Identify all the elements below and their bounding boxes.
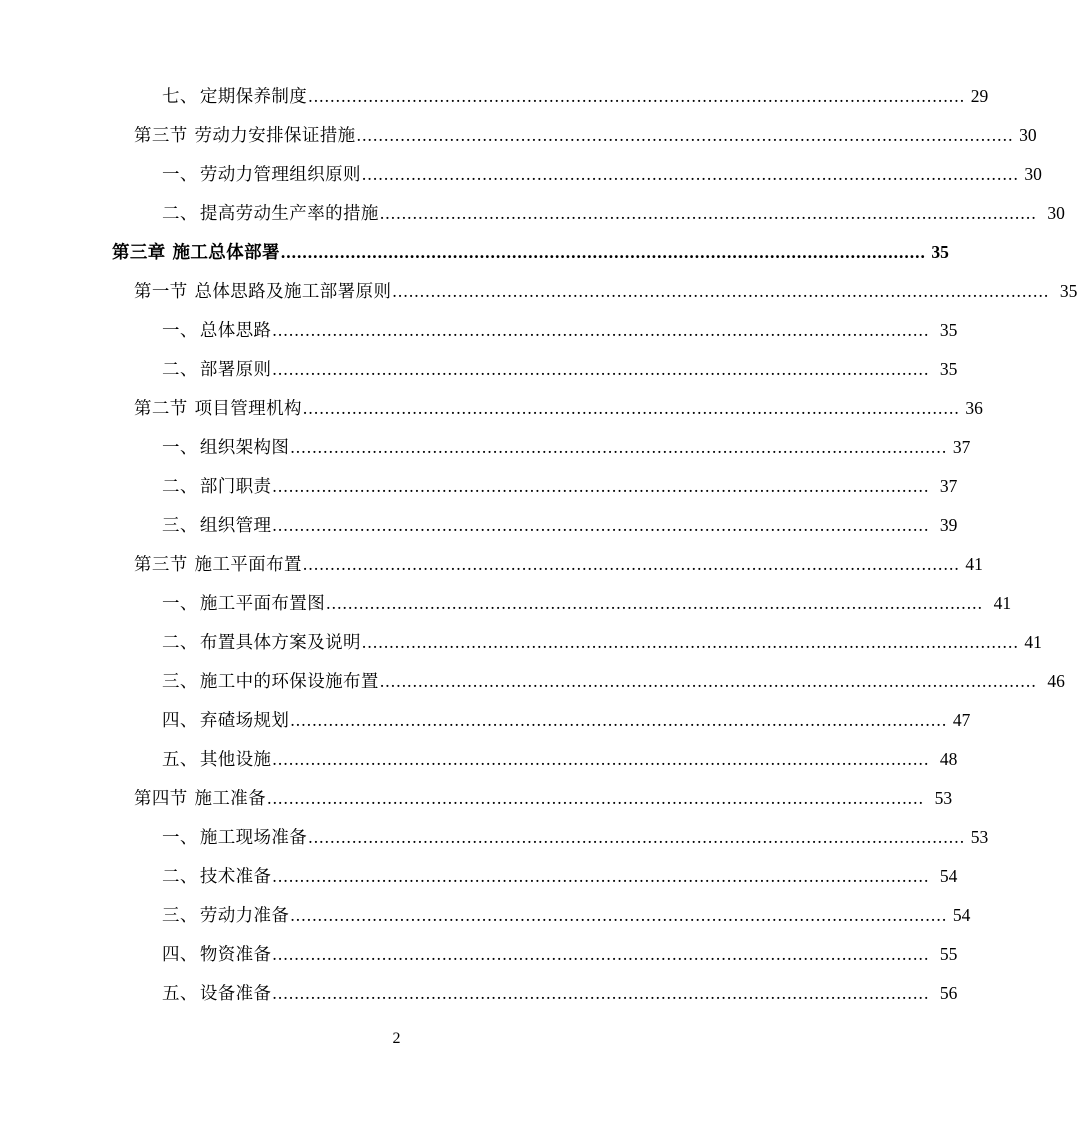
toc-entry-title: 施工总体部署 — [172, 242, 280, 262]
toc-entry-page: 55 — [939, 944, 958, 964]
toc-entry-label — [162, 88, 307, 106]
toc-entry-label — [162, 166, 361, 184]
toc-leader-dots: ........................................................................................................................ — [326, 593, 984, 613]
toc-entry-title: 技术准备 — [199, 866, 272, 886]
toc-entry-title: 劳动力准备 — [199, 905, 290, 925]
toc-entry-title: 其他设施 — [199, 749, 272, 769]
toc-entry-label — [162, 751, 271, 769]
toc-entry-title: 施工平面布置图 — [199, 593, 326, 613]
toc-entry-page: 37 — [952, 437, 971, 457]
toc-leader-dots: ........................................................................................................................ — [280, 242, 926, 262]
toc-entry[interactable] — [112, 983, 958, 1024]
toc-entry-number: 四、 — [162, 944, 198, 964]
toc-leader-dots: ........................................................................................................................ — [290, 437, 948, 457]
toc-entry-number: 一、 — [162, 827, 198, 847]
toc-leader-dots: ........................................................................................................................ — [272, 983, 930, 1003]
toc-entry[interactable] — [112, 632, 1042, 673]
toc-entry-title: 项目管理机构 — [194, 398, 302, 418]
toc-entry-number: 第三节 — [134, 554, 188, 574]
toc-entry-number: 第四节 — [134, 788, 188, 808]
toc-entry-title: 施工中的环保设施布置 — [199, 671, 379, 691]
toc-entry-number: 第三节 — [134, 125, 188, 145]
toc-entry-label — [162, 985, 271, 1003]
toc-leader-dots: ........................................................................................................................ — [308, 827, 966, 847]
toc-entry-label — [134, 556, 302, 574]
toc-entry-page: 56 — [939, 983, 958, 1003]
toc-entry-page: 41 — [1024, 632, 1042, 652]
toc-entry-page: 29 — [970, 86, 989, 106]
toc-entry-title: 组织管理 — [199, 515, 272, 535]
toc-entry-title: 组织架构图 — [199, 437, 290, 457]
toc-leader-dots: ........................................................................................................................ — [272, 944, 930, 964]
toc-entry-title: 总体思路 — [199, 320, 272, 340]
toc-leader-dots: ........................................................................................................................ — [272, 866, 930, 886]
toc-entry-page: 46 — [1047, 671, 1065, 691]
toc-entry[interactable] — [112, 86, 989, 127]
table-of-contents — [112, 86, 1077, 1024]
toc-leader-dots: ........................................................................................................................ — [290, 710, 948, 730]
toc-leader-dots: ........................................................................................................................ — [290, 905, 948, 925]
toc-entry-title: 提高劳动生产率的措施 — [199, 203, 379, 223]
toc-entry[interactable] — [112, 944, 958, 985]
toc-entry-label — [134, 400, 302, 418]
toc-entry-number: 四、 — [162, 710, 198, 730]
toc-entry[interactable] — [112, 281, 1077, 322]
toc-entry-page: 47 — [952, 710, 971, 730]
toc-entry[interactable] — [112, 125, 1037, 166]
toc-entry-title: 部门职责 — [199, 476, 272, 496]
toc-entry[interactable] — [112, 398, 983, 439]
toc-leader-dots: ........................................................................................................................ — [272, 515, 930, 535]
page-number: 2 — [392, 1030, 401, 1047]
toc-entry-label — [134, 127, 356, 145]
toc-entry-title: 弃碴场规划 — [199, 710, 290, 730]
toc-entry[interactable] — [112, 437, 971, 478]
toc-entry-number: 五、 — [162, 749, 198, 769]
toc-leader-dots: ........................................................................................................................ — [302, 398, 960, 418]
toc-leader-dots: ........................................................................................................................ — [308, 86, 966, 106]
toc-entry-label — [112, 244, 280, 262]
toc-entry-page: 37 — [939, 476, 958, 496]
toc-entry-page: 39 — [939, 515, 958, 535]
toc-entry-title: 施工平面布置 — [194, 554, 302, 574]
toc-entry-page: 35 — [939, 320, 958, 340]
toc-entry-title: 施工现场准备 — [199, 827, 308, 847]
toc-leader-dots: ........................................................................................................................ — [302, 554, 960, 574]
toc-entry-page: 35 — [931, 242, 949, 262]
toc-entry[interactable] — [112, 905, 971, 946]
toc-entry[interactable] — [112, 827, 989, 868]
toc-leader-dots: ........................................................................................................................ — [272, 476, 930, 496]
toc-entry-number: 二、 — [162, 632, 198, 652]
toc-entry-number: 一、 — [162, 593, 198, 613]
toc-leader-dots: ........................................................................................................................ — [272, 320, 930, 340]
toc-entry-page: 30 — [1024, 164, 1042, 184]
toc-entry-page: 54 — [939, 866, 958, 886]
toc-entry-title: 劳动力安排保证措施 — [194, 125, 356, 145]
toc-entry-number: 二、 — [162, 359, 198, 379]
toc-entry-page: 48 — [939, 749, 958, 769]
toc-leader-dots: ........................................................................................................................ — [361, 632, 1019, 652]
toc-leader-dots: ........................................................................................................................ — [392, 281, 1050, 301]
toc-entry-title: 总体思路及施工部署原则 — [194, 281, 392, 301]
toc-entry-number: 一、 — [162, 437, 198, 457]
toc-entry-page: 53 — [970, 827, 989, 847]
toc-entry-number: 第一节 — [134, 281, 188, 301]
toc-entry-title: 施工准备 — [194, 788, 267, 808]
toc-entry-number: 第二节 — [134, 398, 188, 418]
toc-entry[interactable] — [112, 320, 958, 361]
toc-entry-page: 36 — [965, 398, 983, 418]
toc-entry-label — [162, 478, 271, 496]
toc-entry-page: 53 — [934, 788, 953, 808]
toc-entry-number: 五、 — [162, 983, 198, 1003]
toc-entry-number: 三、 — [162, 671, 198, 691]
toc-entry-page: 41 — [993, 593, 1012, 613]
toc-entry-number: 一、 — [162, 164, 198, 184]
toc-entry-label — [162, 829, 307, 847]
toc-entry-label — [162, 634, 361, 652]
toc-entry[interactable] — [112, 242, 949, 283]
toc-entry[interactable] — [112, 749, 958, 790]
toc-entry-number: 二、 — [162, 866, 198, 886]
toc-entry-label — [134, 790, 266, 808]
toc-entry-label — [162, 673, 379, 691]
toc-entry-label — [162, 361, 271, 379]
toc-leader-dots: ........................................................................................................................ — [272, 749, 930, 769]
toc-entry[interactable] — [112, 476, 958, 517]
toc-entry-label — [162, 322, 271, 340]
toc-entry-number: 二、 — [162, 203, 198, 223]
toc-entry[interactable] — [112, 203, 1065, 244]
toc-entry-label — [162, 907, 289, 925]
toc-leader-dots: ........................................................................................................................ — [267, 788, 925, 808]
toc-entry-page: 54 — [952, 905, 971, 925]
toc-entry-page: 30 — [1047, 203, 1065, 223]
toc-entry[interactable] — [112, 515, 958, 556]
toc-entry-page: 30 — [1019, 125, 1037, 145]
toc-entry-number: 二、 — [162, 476, 198, 496]
toc-entry-page: 35 — [1059, 281, 1077, 301]
toc-entry[interactable] — [112, 866, 958, 907]
toc-entry-title: 物资准备 — [199, 944, 272, 964]
toc-entry[interactable] — [112, 710, 971, 751]
toc-entry-page: 35 — [939, 359, 958, 379]
toc-entry[interactable] — [112, 164, 1042, 205]
toc-entry[interactable] — [112, 671, 1065, 712]
toc-entry-label — [162, 205, 379, 223]
toc-entry[interactable] — [112, 359, 958, 400]
toc-entry-number: 一、 — [162, 320, 198, 340]
toc-leader-dots: ........................................................................................................................ — [379, 671, 1037, 691]
toc-entry-number: 三、 — [162, 905, 198, 925]
toc-entry-title: 布置具体方案及说明 — [199, 632, 361, 652]
toc-leader-dots: ........................................................................................................................ — [361, 164, 1019, 184]
toc-entry-number: 第三章 — [112, 242, 166, 262]
toc-leader-dots: ........................................................................................................................ — [379, 203, 1037, 223]
toc-entry-label — [134, 283, 391, 301]
toc-leader-dots: ........................................................................................................................ — [356, 125, 1014, 145]
toc-entry[interactable] — [112, 554, 983, 595]
toc-entry-label — [162, 712, 289, 730]
toc-entry-label — [162, 595, 325, 613]
toc-entry-number: 三、 — [162, 515, 198, 535]
toc-entry-title: 劳动力管理组织原则 — [199, 164, 361, 184]
toc-entry-label — [162, 517, 271, 535]
toc-entry-title: 定期保养制度 — [199, 86, 308, 106]
toc-leader-dots: ........................................................................................................................ — [272, 359, 930, 379]
toc-entry-title: 设备准备 — [199, 983, 272, 1003]
toc-entry-label — [162, 868, 271, 886]
toc-entry-label — [162, 439, 289, 457]
toc-entry[interactable] — [112, 593, 1012, 634]
toc-entry-title: 部署原则 — [199, 359, 272, 379]
toc-entry-label — [162, 946, 271, 964]
toc-entry[interactable] — [112, 788, 953, 829]
toc-entry-page: 41 — [965, 554, 983, 574]
toc-entry-number: 七、 — [162, 86, 198, 106]
